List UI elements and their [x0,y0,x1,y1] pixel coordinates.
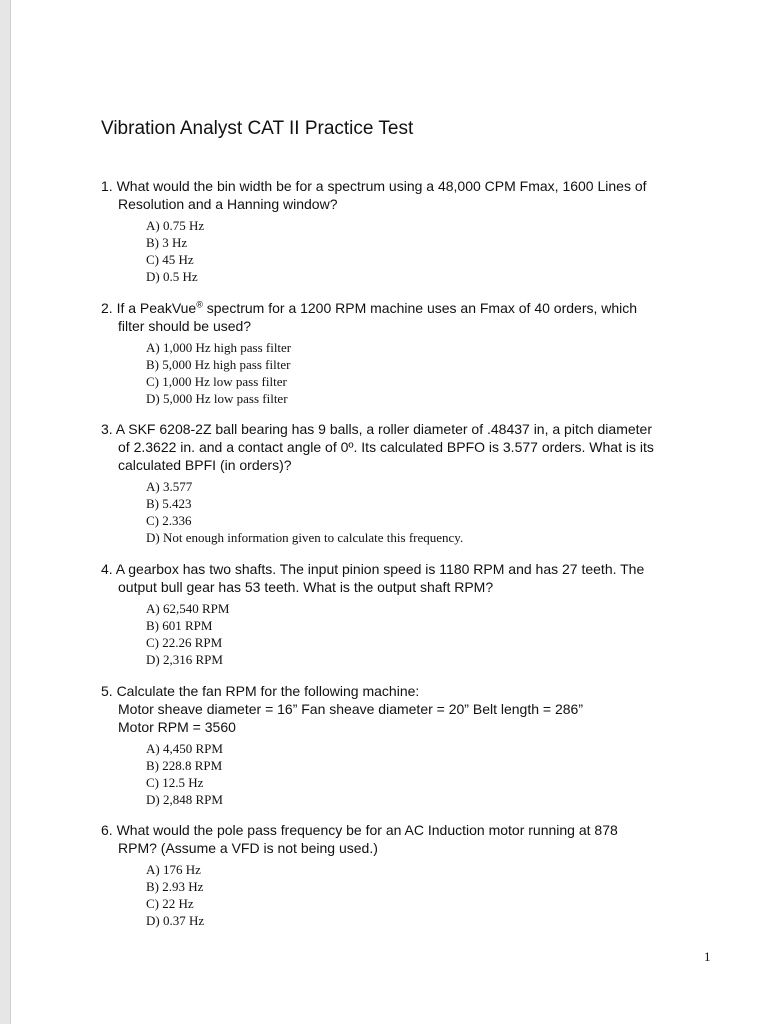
question-2-answers [146,339,721,407]
question-6-answer-b: B) 2.93 Hz [146,879,204,894]
page-left-edge [0,0,10,1024]
question-4-line-2: output bull gear has 53 teeth. What is the output shaft RPM? [118,579,494,595]
question-5-line-3: Motor RPM = 3560 [118,719,236,735]
question-3-line-1: 3. A SKF 6208-2Z ball bearing has 9 balls, a roller diameter of .48437 in, a pitch diameter [101,421,652,437]
question-4-answer-a: A) 62,540 RPM [146,601,230,616]
question-1-answer-c: C) 45 Hz [146,252,194,267]
question-3-answer-b: B) 5.423 [146,496,192,511]
question-6-line-1: 6. What would the pole pass frequency be for an AC Induction motor running at 878 [101,822,618,838]
question-2-answer-d: D) 5,000 Hz low pass filter [146,391,288,406]
question-2-answer-b: B) 5,000 Hz high pass filter [146,357,291,372]
page-title: Vibration Analyst CAT II Practice Test [101,118,414,139]
question-6-answer-d: D) 0.37 Hz [146,913,205,928]
question-5-answers [146,740,721,808]
question-5-answer-d: D) 2,848 RPM [146,792,223,807]
question-5-answer-a: A) 4,450 RPM [146,741,223,756]
question-2-answer-c: C) 1,000 Hz low pass filter [146,374,287,389]
question-6-answer-a: A) 176 Hz [146,862,201,877]
question-1-line-2: Resolution and a Hanning window? [118,196,338,212]
question-2-line-1-start: 2. If a PeakVue [101,300,197,316]
question-4 [101,560,721,668]
question-4-answer-b: B) 601 RPM [146,618,213,633]
question-2 [101,299,721,407]
question-3-answers [146,478,721,546]
question-1-answer-a: A) 0.75 Hz [146,218,205,233]
page-number: 1 [704,949,711,964]
question-1-line-1: 1. What would the bin width be for a spectrum using a 48,000 CPM Fmax, 1600 Lines of [101,178,647,194]
question-1 [101,177,721,285]
question-6-answer-c: C) 22 Hz [146,896,194,911]
question-6-answers [146,861,721,929]
question-4-answers [146,600,721,668]
question-3-answer-d: D) Not enough information given to calculate this frequency. [146,530,464,545]
question-2-answer-a: A) 1,000 Hz high pass filter [146,340,292,355]
question-2-line-1 [101,299,721,317]
question-1-answers [146,217,721,285]
question-5-answer-b: B) 228.8 RPM [146,758,223,773]
question-4-answer-c: C) 22.26 RPM [146,635,223,650]
question-1-answer-b: B) 3 Hz [146,235,188,250]
question-6-line-2: RPM? (Assume a VFD is not being used.) [118,840,378,856]
question-5-line-2: Motor sheave diameter = 16” Fan sheave diameter = 20” Belt length = 286” [118,701,583,717]
question-4-line-1: 4. A gearbox has two shafts. The input pinion speed is 1180 RPM and has 27 teeth. The [101,561,645,577]
question-5 [101,682,721,808]
question-6 [101,821,721,929]
question-3-answer-a: A) 3.577 [146,479,193,494]
question-3-line-3: calculated BPFI (in orders)? [118,457,292,473]
question-1-answer-d: D) 0.5 Hz [146,269,198,284]
question-2-line-2: filter should be used? [118,318,252,334]
registered-mark: ® [196,299,203,310]
question-4-answer-d: D) 2,316 RPM [146,652,223,667]
question-5-line-1: 5. Calculate the fan RPM for the following machine: [101,683,420,699]
question-2-line-1-end: spectrum for a 1200 RPM machine uses an Fmax of 40 orders, which [202,300,638,316]
question-3-line-2: of 2.3622 in. and a contact angle of 0º. Its calculated BPFO is 3.577 orders. What is its [118,439,654,455]
question-5-answer-c: C) 12.5 Hz [146,775,204,790]
page-edge-line [10,0,11,1024]
question-3-answer-c: C) 2.336 [146,513,192,528]
question-3 [101,420,721,546]
